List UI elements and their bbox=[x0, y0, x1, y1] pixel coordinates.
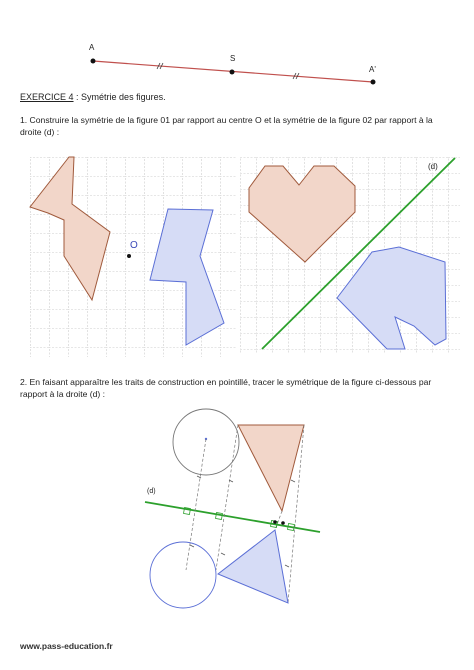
question-2-line-2: rapport à la droite (d) : bbox=[20, 389, 106, 399]
label-point-a-prime: A' bbox=[369, 65, 376, 74]
question-1-line-2: droite (d) : bbox=[20, 127, 60, 137]
exercise-subtitle: : Symétrie des figures. bbox=[76, 92, 166, 102]
question-1-line-1: 1. Construire la symétrie de la figure 01 par rapport au centre O et la symétrie de la figure 02 par rapport à la bbox=[20, 115, 433, 125]
triangle-blue bbox=[218, 530, 288, 603]
label-point-s: S bbox=[230, 54, 236, 63]
lower-circle bbox=[150, 542, 216, 608]
upper-circle bbox=[173, 409, 239, 475]
label-point-a: A bbox=[89, 43, 95, 52]
axis-point-2 bbox=[281, 521, 285, 525]
axis-point-1 bbox=[273, 520, 277, 524]
footer-website: www.pass-education.fr bbox=[20, 641, 113, 651]
exercise-title: EXERCICE 4 bbox=[20, 92, 74, 102]
label-center-o: O bbox=[130, 240, 138, 251]
question-2-line-1: 2. En faisant apparaître les traits de construction en pointillé, tracer le symétrique de la figure ci-dessous par bbox=[20, 377, 432, 387]
triangle-brown bbox=[238, 425, 304, 511]
label-axis-d-grid: (d) bbox=[428, 162, 438, 171]
label-axis-d-bottom: (d) bbox=[147, 488, 156, 495]
